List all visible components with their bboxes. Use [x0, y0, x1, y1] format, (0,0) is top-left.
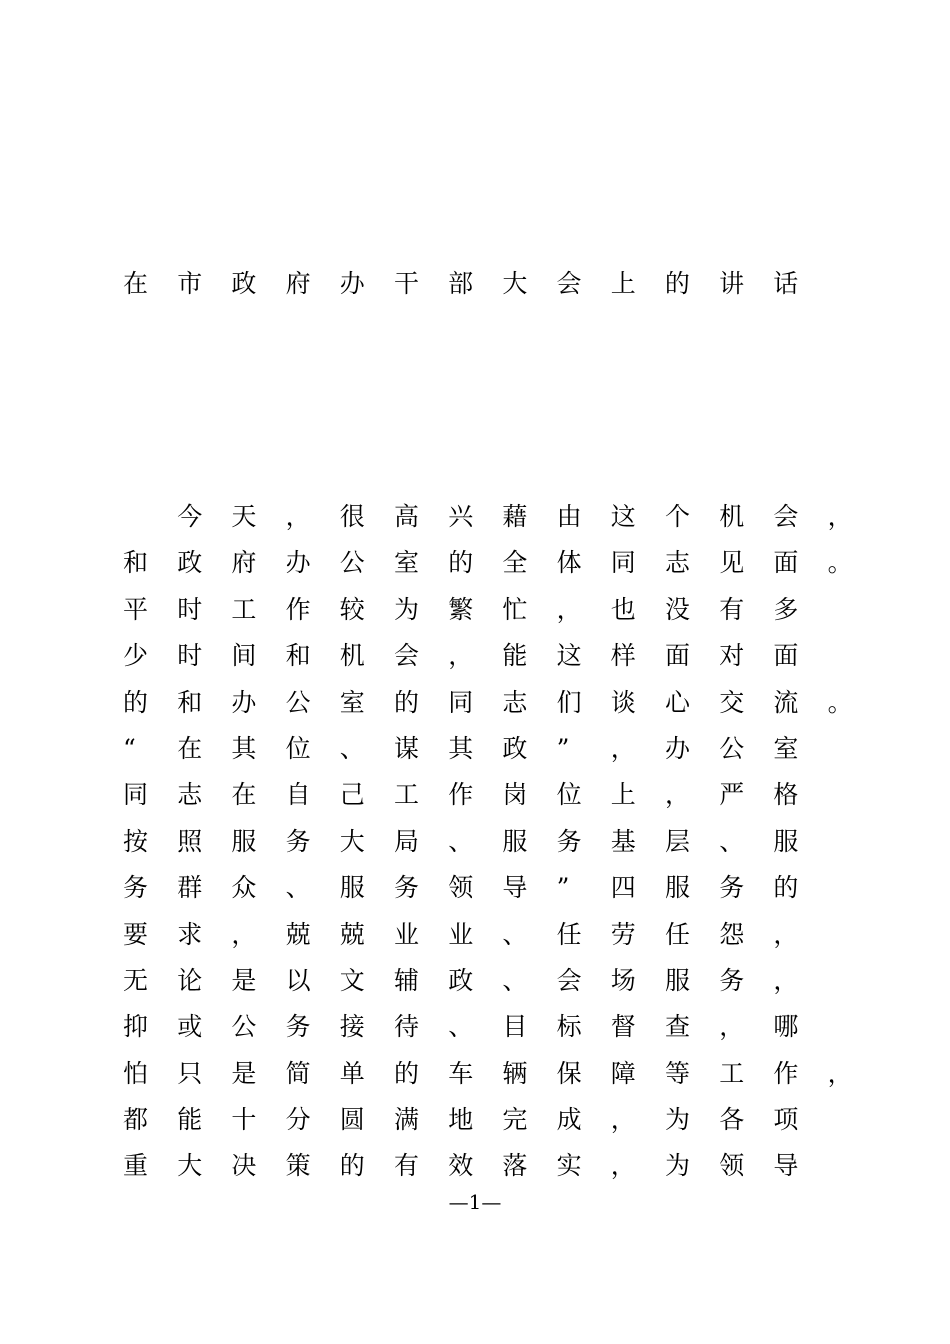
body-char: 、	[448, 826, 474, 856]
body-char: 室	[394, 548, 420, 578]
body-char: 等	[665, 1058, 691, 1088]
body-line	[123, 540, 863, 586]
body-char: 会	[556, 965, 582, 995]
body-char: 目	[502, 1012, 528, 1042]
body-char: 个	[665, 502, 691, 531]
body-char: 按	[123, 826, 149, 856]
body-char: 机	[339, 641, 365, 671]
body-char: 没	[665, 594, 691, 624]
body-char: 体	[556, 548, 582, 578]
title-char: 市	[177, 269, 203, 298]
body-char: 己	[339, 780, 365, 810]
body-char: 这	[610, 502, 636, 531]
body-char: 、	[502, 919, 528, 949]
body-char: 办	[231, 687, 257, 717]
body-char: 以	[285, 965, 311, 995]
body-char: 会	[773, 502, 799, 531]
body-char: 工	[719, 1058, 745, 1088]
body-char: 作	[285, 594, 311, 624]
body-char: 要	[123, 919, 149, 949]
body-char: 的	[448, 548, 474, 578]
body-char: 其	[448, 733, 474, 763]
body-char: 政	[448, 965, 474, 995]
body-char: 的	[394, 1058, 420, 1088]
body-char: 会	[394, 641, 420, 671]
body-char: 众	[231, 873, 257, 903]
body-char: 四	[610, 873, 636, 903]
body-char: 对	[719, 641, 745, 671]
body-char: 岗	[502, 780, 528, 810]
body-char: 全	[502, 548, 528, 578]
body-char: 论	[177, 965, 203, 995]
body-char: 时	[177, 594, 203, 624]
body-char: 任	[556, 919, 582, 949]
body-char: 谈	[610, 687, 636, 717]
body-char: ，	[556, 594, 582, 624]
body-char: 服	[665, 965, 691, 995]
body-char: ，	[448, 641, 474, 671]
body-char: 查	[665, 1012, 691, 1042]
body-char: ，	[610, 733, 636, 763]
body-char: ，	[773, 965, 799, 995]
body-char: 天	[231, 502, 257, 531]
body-char: 怨	[719, 919, 745, 949]
body-char: 和	[177, 687, 203, 717]
body-char: 室	[773, 733, 799, 763]
body-char: 服	[339, 873, 365, 903]
body-char: ，	[231, 919, 257, 949]
body-char: 抑	[123, 1012, 149, 1042]
body-char: 或	[177, 1012, 203, 1042]
body-char: 照	[177, 826, 203, 856]
body-char: 。	[827, 548, 853, 578]
body-char: 面	[665, 641, 691, 671]
body-char: 的	[394, 687, 420, 717]
title-char: 大	[502, 269, 528, 298]
body-line	[123, 1143, 863, 1189]
body-char: 车	[448, 1058, 474, 1088]
body-char: ，	[285, 502, 311, 531]
body-char: 策	[285, 1151, 311, 1181]
body-char: 的	[773, 873, 799, 903]
body-char: 由	[556, 502, 582, 531]
body-char: 有	[394, 1151, 420, 1181]
body-char: 督	[610, 1012, 636, 1042]
title-char: 府	[285, 269, 311, 298]
body-char: 公	[285, 687, 311, 717]
body-line	[123, 1051, 863, 1097]
body-char: 办	[285, 548, 311, 578]
body-char: 作	[448, 780, 474, 810]
body-char: 能	[502, 641, 528, 671]
body-char: 局	[394, 826, 420, 856]
body-char: 位	[285, 733, 311, 763]
body-char: 藉	[502, 502, 528, 531]
body-char: 多	[773, 594, 799, 624]
body-char: 这	[556, 641, 582, 671]
body-char: ，	[610, 1151, 636, 1181]
body-char: 志	[502, 687, 528, 717]
document-title	[123, 264, 843, 304]
body-char: 接	[339, 1012, 365, 1042]
body-char: 也	[610, 594, 636, 624]
body-char: 求	[177, 919, 203, 949]
body-char: 为	[665, 1105, 691, 1135]
body-char	[123, 494, 153, 540]
body-line	[123, 772, 863, 818]
body-char: 兢	[285, 919, 311, 949]
title-char: 在	[123, 269, 149, 298]
body-char: 都	[123, 1105, 149, 1135]
body-char: 辆	[502, 1058, 528, 1088]
body-char: 政	[177, 548, 203, 578]
title-char: 的	[664, 269, 690, 298]
body-char: 层	[665, 826, 691, 856]
body-line	[123, 494, 863, 540]
body-char: 务	[285, 826, 311, 856]
body-char: 成	[556, 1105, 582, 1135]
body-char: 机	[719, 502, 745, 531]
body-line	[123, 958, 863, 1004]
body-char: 地	[448, 1105, 474, 1135]
body-char: 较	[339, 594, 365, 624]
body-char: 其	[231, 733, 257, 763]
body-line	[123, 912, 863, 958]
body-char: 严	[719, 780, 745, 810]
body-line	[123, 680, 863, 726]
body-char: 上	[610, 780, 636, 810]
body-char: 哪	[773, 1012, 799, 1042]
body-char: 任	[665, 919, 691, 949]
body-char: 领	[448, 873, 474, 903]
body-char: 作	[773, 1058, 799, 1088]
body-char: 为	[394, 594, 420, 624]
body-char: 自	[285, 780, 311, 810]
body-line	[123, 726, 863, 772]
body-char: 务	[719, 965, 745, 995]
body-line	[123, 633, 863, 679]
body-char: 间	[231, 641, 257, 671]
body-char: 公	[231, 1012, 257, 1042]
body-char: 为	[665, 1151, 691, 1181]
body-char: 志	[177, 780, 203, 810]
body-char: 分	[285, 1105, 311, 1135]
body-char: ，	[610, 1105, 636, 1135]
body-char: 时	[177, 641, 203, 671]
body-char: 。	[827, 687, 853, 717]
body-char: 是	[231, 1058, 257, 1088]
body-char: ，	[827, 502, 853, 531]
body-char: 完	[502, 1105, 528, 1135]
body-char: 大	[339, 826, 365, 856]
title-char: 话	[773, 269, 799, 298]
body-char: 格	[773, 780, 799, 810]
body-char: 政	[502, 733, 528, 763]
document-body	[123, 494, 863, 1190]
body-char: 在	[231, 780, 257, 810]
body-char: 、	[339, 733, 365, 763]
page-number: —1—	[448, 1190, 502, 1214]
body-char: ，	[827, 1058, 853, 1088]
body-char: 工	[231, 594, 257, 624]
body-char: 位	[556, 780, 582, 810]
body-char: 文	[339, 965, 365, 995]
body-char: 繁	[448, 594, 474, 624]
body-char: 的	[123, 687, 149, 717]
body-char: 、	[285, 873, 311, 903]
body-char: 办	[665, 733, 691, 763]
body-char: 忙	[502, 594, 528, 624]
body-char: ，	[719, 1012, 745, 1042]
body-char: 服	[231, 826, 257, 856]
body-char: 同	[448, 687, 474, 717]
body-char: 务	[719, 873, 745, 903]
body-char: 保	[556, 1058, 582, 1088]
body-char: 简	[285, 1058, 311, 1088]
title-char: 上	[610, 269, 636, 298]
body-line	[123, 865, 863, 911]
body-char: 们	[556, 687, 582, 717]
body-char: 群	[177, 873, 203, 903]
body-char: “	[123, 733, 136, 763]
body-line	[123, 1004, 863, 1050]
body-char: 室	[339, 687, 365, 717]
body-char: 各	[719, 1105, 745, 1135]
body-char: 、	[719, 826, 745, 856]
body-char: 场	[610, 965, 636, 995]
title-char: 办	[339, 269, 365, 298]
body-line	[123, 1097, 863, 1143]
body-char: 业	[448, 919, 474, 949]
body-char: 很	[339, 502, 365, 531]
body-char: 能	[177, 1105, 203, 1135]
body-char: ”	[556, 873, 570, 903]
body-char: 、	[448, 1012, 474, 1042]
body-char: 交	[719, 687, 745, 717]
body-char: 标	[556, 1012, 582, 1042]
body-line	[123, 819, 863, 865]
body-char: ，	[665, 780, 691, 810]
title-char: 政	[231, 269, 257, 298]
body-char: 兢	[339, 919, 365, 949]
body-char: 务	[123, 873, 149, 903]
body-char: 务	[556, 826, 582, 856]
body-char: 工	[394, 780, 420, 810]
body-char: 单	[339, 1058, 365, 1088]
body-char: 十	[231, 1105, 257, 1135]
body-char: 满	[394, 1105, 420, 1135]
body-char: 无	[123, 965, 149, 995]
body-char: 项	[773, 1105, 799, 1135]
body-char: 府	[231, 548, 257, 578]
body-char: 只	[177, 1058, 203, 1088]
body-char: 志	[665, 548, 691, 578]
body-char: 领	[719, 1151, 745, 1181]
body-char: 辅	[394, 965, 420, 995]
body-line	[123, 587, 863, 633]
title-char: 讲	[719, 269, 745, 298]
body-char: ”	[556, 733, 570, 763]
body-char: 有	[719, 594, 745, 624]
body-char: 高	[394, 502, 420, 531]
body-char: 同	[123, 780, 149, 810]
body-char: 面	[773, 548, 799, 578]
body-char: 导	[502, 873, 528, 903]
body-char: 兴	[448, 502, 474, 531]
body-char: 劳	[610, 919, 636, 949]
body-char: 务	[285, 1012, 311, 1042]
body-char: 务	[394, 873, 420, 903]
body-char: 、	[502, 965, 528, 995]
title-char: 会	[556, 269, 582, 298]
body-char: 公	[719, 733, 745, 763]
body-char: 样	[610, 641, 636, 671]
title-char: 部	[448, 269, 474, 298]
body-char: 流	[773, 687, 799, 717]
body-char: 在	[177, 733, 203, 763]
body-char: 决	[231, 1151, 257, 1181]
body-char: 大	[177, 1151, 203, 1181]
body-char: 谋	[394, 733, 420, 763]
body-char: 服	[665, 873, 691, 903]
body-char: 的	[339, 1151, 365, 1181]
body-char: 见	[719, 548, 745, 578]
body-char: 效	[448, 1151, 474, 1181]
body-char: 待	[394, 1012, 420, 1042]
title-char: 干	[393, 269, 419, 298]
body-char: 导	[773, 1151, 799, 1181]
body-char: 面	[773, 641, 799, 671]
body-char: 重	[123, 1151, 149, 1181]
body-char: 今	[177, 502, 203, 531]
body-char: 是	[231, 965, 257, 995]
body-char: 实	[556, 1151, 582, 1181]
body-char: 业	[394, 919, 420, 949]
body-char: 落	[502, 1151, 528, 1181]
body-char: 平	[123, 594, 149, 624]
body-char: 心	[665, 687, 691, 717]
body-char: 怕	[123, 1058, 149, 1088]
body-char: 障	[610, 1058, 636, 1088]
body-char: ，	[773, 919, 799, 949]
body-char: 服	[773, 826, 799, 856]
body-char: 服	[502, 826, 528, 856]
body-char: 和	[123, 548, 149, 578]
body-char: 公	[339, 548, 365, 578]
body-char: 少	[123, 641, 149, 671]
body-char: 圆	[339, 1105, 365, 1135]
body-char: 和	[285, 641, 311, 671]
body-char: 同	[610, 548, 636, 578]
body-char: 基	[610, 826, 636, 856]
